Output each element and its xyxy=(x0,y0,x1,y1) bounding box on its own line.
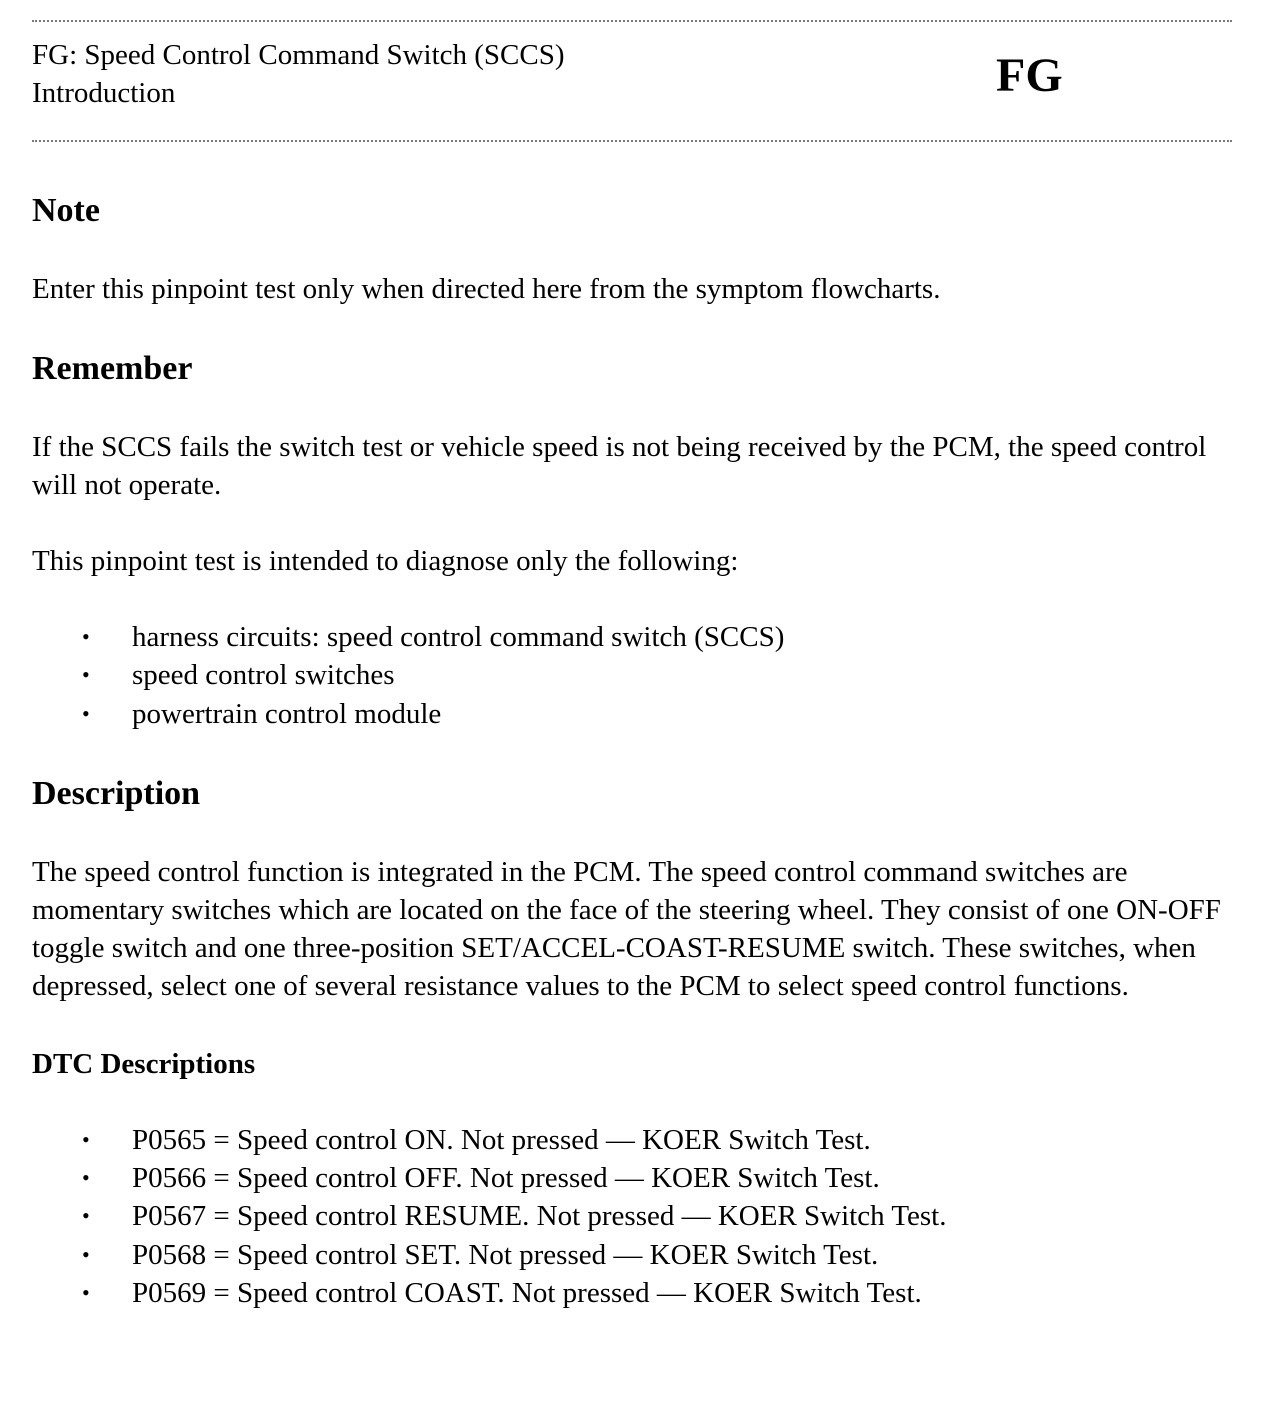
document-content xyxy=(32,190,1232,1312)
list-item: • speed control switches xyxy=(132,656,1232,694)
header-title xyxy=(32,36,565,112)
note-heading: Note xyxy=(32,192,100,229)
header-top-rule xyxy=(32,20,1232,22)
dtc-list xyxy=(32,1121,1232,1312)
list-item: • P0568 = Speed control SET. Not pressed — KOER Switch Test. xyxy=(132,1236,1232,1274)
note-text: Enter this pinpoint test only when directed here from the symptom flowcharts. xyxy=(32,273,941,305)
header-section-code: FG xyxy=(996,49,1063,102)
header-title-line2: Introduction xyxy=(32,77,176,109)
dtc-heading: DTC Descriptions xyxy=(32,1047,256,1080)
dtc-section xyxy=(32,1045,1232,1312)
bullet-icon: • xyxy=(82,700,90,726)
list-item: • P0567 = Speed control RESUME. Not pressed — KOER Switch Test. xyxy=(132,1197,1232,1235)
bullet-icon: • xyxy=(82,662,90,688)
list-item: • harness circuits: speed control command switch (SCCS) xyxy=(132,618,1232,656)
list-item: • P0566 = Speed control OFF. Not pressed — KOER Switch Test. xyxy=(132,1159,1232,1197)
bullet-icon: • xyxy=(82,1241,90,1267)
remember-intro: This pinpoint test is intended to diagnose only the following: xyxy=(32,545,739,577)
note-section xyxy=(32,190,1232,308)
header-bottom-rule xyxy=(32,140,1232,142)
bullet-icon: • xyxy=(82,1280,90,1306)
header-title-line1: FG: Speed Control Command Switch (SCCS) xyxy=(32,39,565,71)
description-section xyxy=(32,773,1232,1005)
list-item: • powertrain control module xyxy=(132,695,1232,733)
remember-section xyxy=(32,348,1232,733)
list-item: • P0565 = Speed control ON. Not pressed — KOER Switch Test. xyxy=(132,1121,1232,1159)
bullet-icon: • xyxy=(82,1203,90,1229)
description-heading: Description xyxy=(32,774,201,812)
bullet-icon: • xyxy=(82,1165,90,1191)
description-text: The speed control function is integrated in the PCM. The speed control command switches are momentary switches which are located on the face of the steering wheel. They consist of one ON-OFF toggle switch and one three-position SET/ACCEL-COAST-RESUME switch. These switches, when depressed, select one of several resistance values to the PCM to select speed control functions. xyxy=(32,855,1221,1002)
bullet-icon: • xyxy=(82,624,90,649)
diagnose-list xyxy=(32,618,1232,733)
remember-text: If the SCCS fails the switch test or vehicle speed is not being received by the PCM, the speed control will not operate. xyxy=(32,431,1207,501)
list-item: • P0569 = Speed control COAST. Not pressed — KOER Switch Test. xyxy=(132,1274,1232,1312)
bullet-icon: • xyxy=(82,1126,90,1152)
remember-heading: Remember xyxy=(32,350,193,387)
